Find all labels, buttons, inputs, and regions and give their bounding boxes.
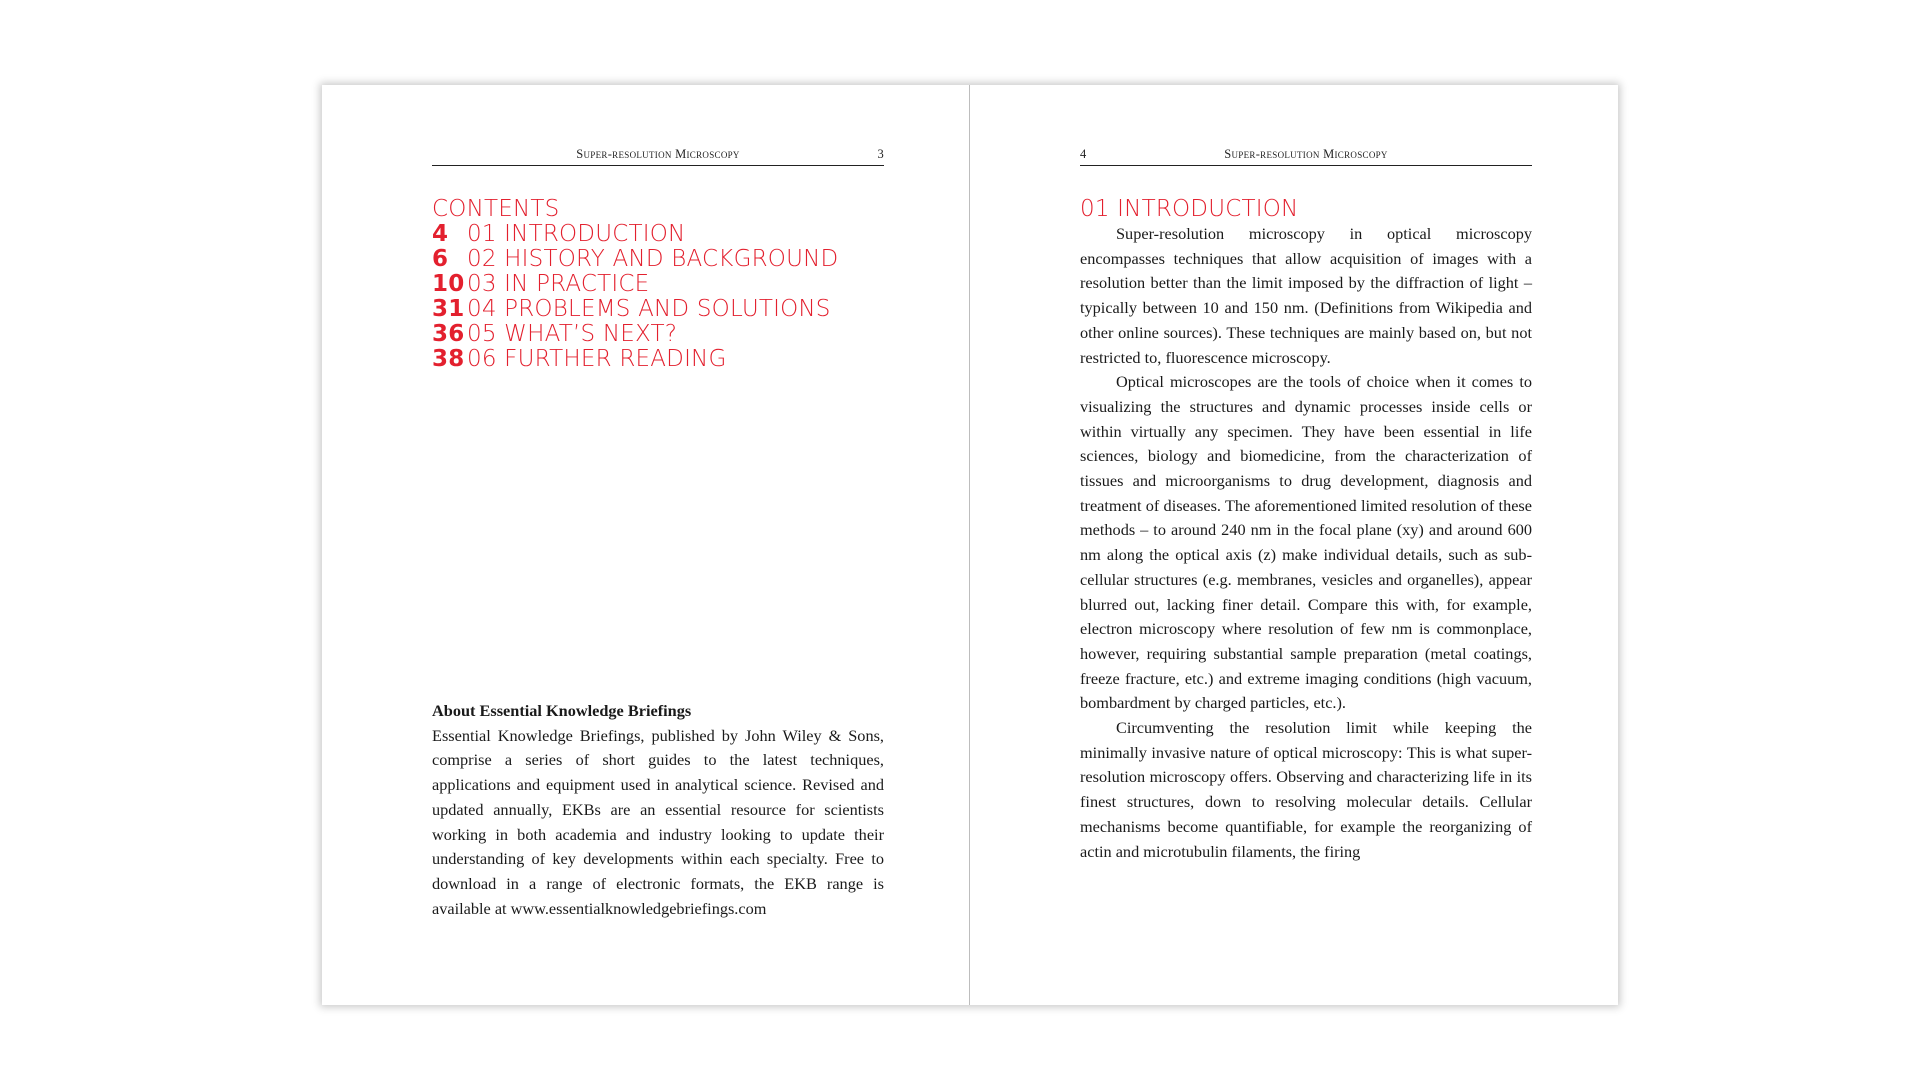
toc-label: 05 WHAT’S NEXT?: [467, 321, 678, 347]
toc-page-number: 6: [432, 246, 449, 272]
toc-label: 03 IN PRACTICE: [467, 271, 650, 297]
body-paragraph: Circumventing the resolution limit while keeping the minimally invasive nature of optical microscopy: This is what super-resolution microscopy offers. Observing and characterizing life in its finest structures, down to resolving molecular details. Cellular mechanisms become quantifiable, for example the reorganizing of actin and microtubulin filaments, the firing: [1080, 718, 1532, 861]
toc-entry-in-practice[interactable]: [432, 272, 892, 297]
toc-label: 04 PROBLEMS AND SOLUTIONS: [467, 296, 831, 322]
contents-heading: CONTENTS: [432, 196, 560, 222]
toc-entry-problems[interactable]: [432, 297, 892, 322]
toc-label: 01 INTRODUCTION: [467, 221, 686, 247]
running-head-title: Super-resolution Microscopy: [576, 147, 740, 161]
running-head-right: [1080, 147, 1532, 166]
about-body: Essential Knowledge Briefings, published by John Wiley & Sons, comprise a series of short guides to the latest techniques, applications and equipment used in analytical science. Revised and updated annually, EKBs are an essential resource for scientists working in both academia and industry looking to update their understanding of key developments within each specialty. Free to download in a range of electronic formats, the EKB range is available at www.essentialknowledgebriefings.com: [432, 725, 884, 918]
table-of-contents: [432, 197, 892, 372]
running-head-title: Super-resolution Microscopy: [1224, 147, 1388, 161]
left-page: [322, 85, 970, 1005]
toc-label: 06 FURTHER READING: [467, 346, 727, 372]
toc-page-number: 10: [432, 271, 465, 297]
toc-entry-history[interactable]: [432, 247, 892, 272]
toc-page-number: 31: [432, 296, 465, 322]
book-spread: [322, 85, 1618, 1005]
page-number: 4: [1080, 147, 1087, 161]
right-page: [970, 85, 1618, 1005]
page-number: 3: [877, 147, 884, 161]
section-body: [1080, 222, 1532, 864]
toc-page-number: 36: [432, 321, 465, 347]
toc-page-number: 4: [432, 221, 449, 247]
toc-entry-introduction[interactable]: [432, 222, 892, 247]
body-paragraph: Super-resolution microscopy in optical microscopy encompasses techniques that allow acquisition of images with a resolution better than the limit imposed by the diffraction of light – typically between 10 and 150 nm. (Definitions from Wikipedia and other online sources). These techniques are mainly based on, but not restricted to, fluorescence microscopy.: [1080, 224, 1532, 367]
toc-entry-whats-next[interactable]: [432, 322, 892, 347]
toc-entry-further-reading[interactable]: [432, 347, 892, 372]
body-paragraph: Optical microscopes are the tools of choice when it comes to visualizing the structures and dynamic processes inside cells or within virtually any specimen. They have been essential in life sciences, biology and biomedicine, from the characterization of tissues and microorganisms to drug development, diagnosis and treatment of diseases. The aforementioned limited resolution of these methods – to around 240 nm in the focal plane (xy) and around 600 nm along the optical axis (z) make individual details, such as sub-cellular structures (e.g. membranes, vesicles and organelles), appear blurred out, lacking finer detail. Compare this with, for example, electron microscopy where resolution of few nm is commonplace, however, requiring substantial sample preparation (metal coatings, freeze fracture, etc.) and extreme imaging conditions (high vacuum, bombardment by charged particles, etc.).: [1080, 372, 1532, 713]
about-section: [432, 699, 884, 921]
toc-label: 02 HISTORY AND BACKGROUND: [467, 246, 839, 272]
running-head-left: [432, 147, 884, 166]
section-heading: 01 INTRODUCTION: [1080, 196, 1299, 222]
toc-page-number: 38: [432, 346, 465, 372]
about-title: About Essential Knowledge Briefings: [432, 701, 692, 720]
